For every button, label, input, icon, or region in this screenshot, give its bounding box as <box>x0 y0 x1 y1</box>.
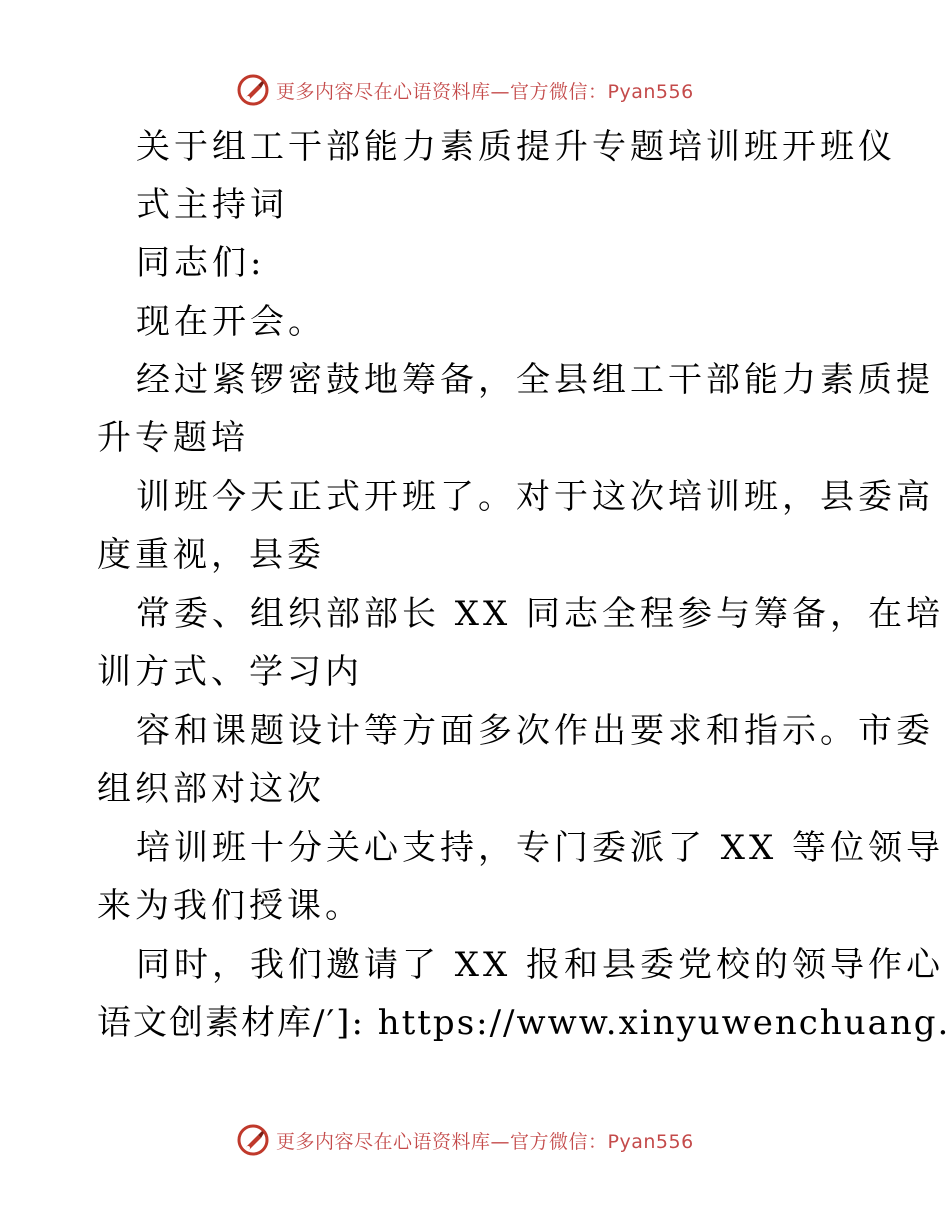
doc-line: 同时，我们邀请了 XX 报和县委党校的领导作心 <box>136 945 945 985</box>
doc-line: 升专题培 <box>97 418 249 458</box>
doc-line: 关于组工干部能力素质提升专题培训班开班仪 <box>136 127 896 167</box>
doc-line: 组织部对这次 <box>97 769 325 809</box>
doc-line: 现在开会。 <box>136 302 326 342</box>
doc-line: 语文创素材库/′]: https://www.xinyuwenchuang. <box>97 1003 950 1043</box>
doc-line: 训班今天正式开班了。对于这次培训班，县委高 <box>136 477 934 517</box>
doc-line: 经过紧锣密鼓地筹备，全县组工干部能力素质提 <box>136 360 934 400</box>
doc-line: 度重视，县委 <box>97 535 325 575</box>
doc-line: 容和课题设计等方面多次作出要求和指示。市委 <box>136 711 934 751</box>
header-banner <box>236 72 694 108</box>
header-banner-text: 更多内容尽在心语资料库—官方微信：Pyan556 <box>276 80 694 103</box>
footer-banner <box>236 1122 694 1158</box>
doc-line: 来为我们授课。 <box>97 886 363 926</box>
doc-line: 常委、组织部部长 XX 同志全程参与筹备，在培 <box>136 594 945 634</box>
doc-line: 式主持词 <box>136 185 288 225</box>
pen-nib-logo-icon <box>236 73 270 107</box>
doc-line: 同志们: <box>136 243 266 283</box>
doc-line: 培训班十分关心支持，专门委派了 XX 等位领导 <box>136 828 945 868</box>
doc-line: 训方式、学习内 <box>97 652 363 692</box>
pen-nib-logo-icon <box>236 1123 270 1157</box>
footer-banner-text: 更多内容尽在心语资料库—官方微信：Pyan556 <box>276 1130 694 1153</box>
